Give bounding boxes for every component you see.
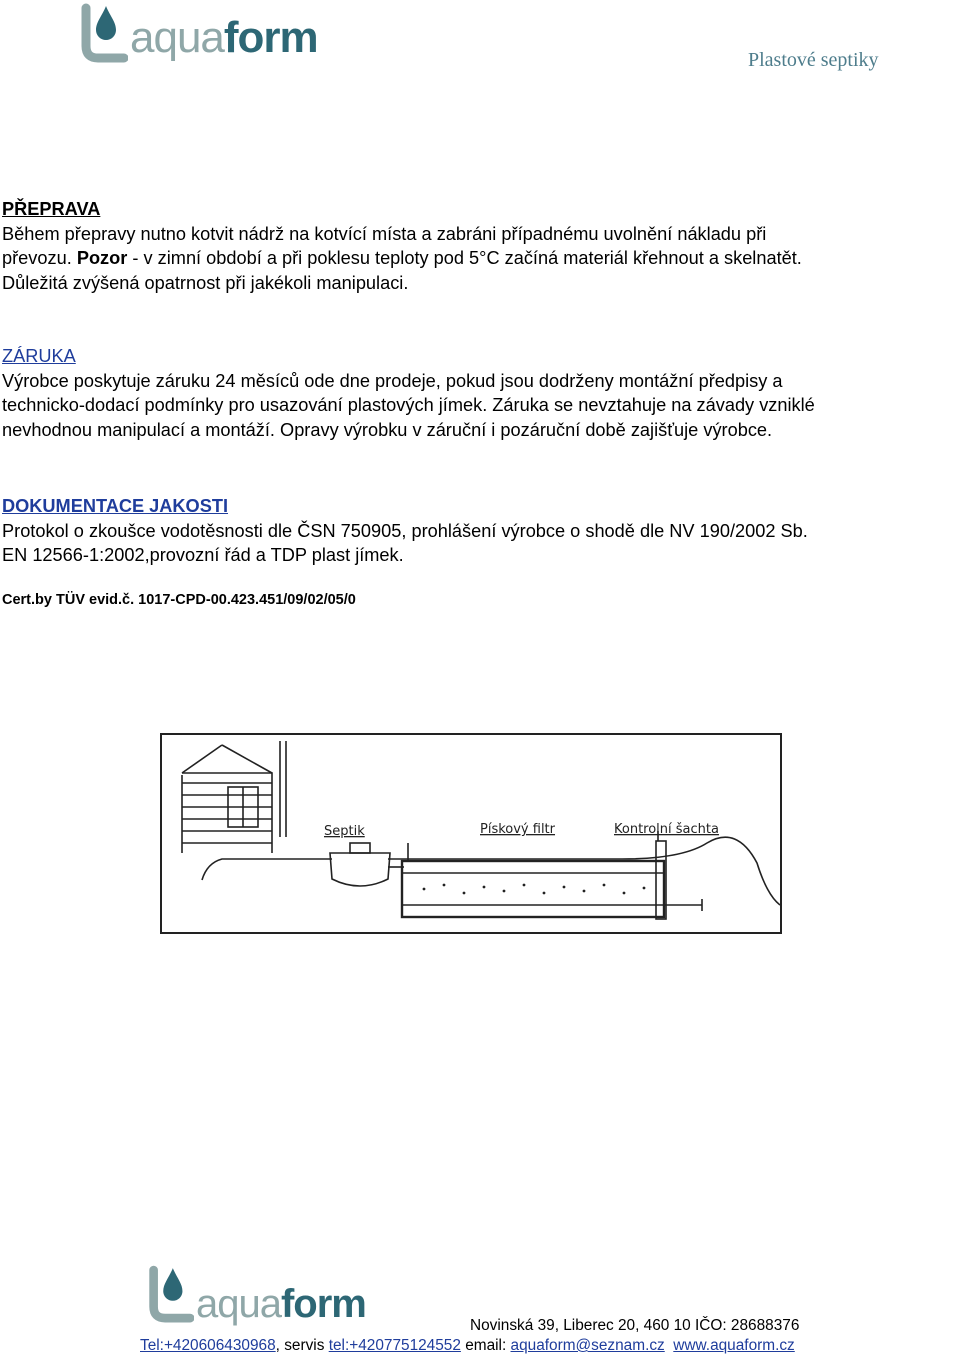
section-dokumentace — [2, 494, 958, 568]
website-link[interactable]: www.aquaform.cz — [673, 1337, 795, 1354]
certification-text: Cert.by TÜV evid.č. 1017-CPD-00.423.451/09/02/05/0 — [2, 592, 356, 608]
section-heading: DOKUMENTACE JAKOSTI — [2, 496, 229, 516]
section-heading: PŘEPRAVA — [2, 199, 101, 219]
label-kontrolni-sachta: Kontrolní šachta — [614, 822, 719, 837]
paragraph-line: Protokol o zkoušce vodotěsnosti dle ČSN 750905, prohlášení výrobce o shodě dle NV 190/2002 Sb. — [2, 520, 808, 541]
paragraph-line: převozu. Pozor - v zimní období a při poklesu teploty pod 5°C začíná materiál křehnout a skelnatět. — [2, 248, 802, 269]
paragraph-line: nevhodnou manipulací a montáží. Opravy výrobku v záruční i pozáruční době zajišťuje výrobce. — [2, 419, 773, 440]
phone-link[interactable]: Tel:+420606430968 — [140, 1337, 276, 1354]
installation-diagram — [160, 733, 782, 934]
warning-word: Pozor — [76, 248, 128, 269]
footer-contacts: Tel:+420606430968, servis tel:+420775124552 email: aquaform@seznam.cz www.aquaform.cz — [140, 1337, 795, 1354]
section-preprava — [2, 197, 958, 295]
document-header-title: Plastové septiky — [748, 49, 879, 71]
footer-logo — [144, 1264, 366, 1328]
logo-wordmark: aquaform — [130, 13, 318, 62]
logo-wordmark: aquaform — [196, 1282, 366, 1326]
paragraph-line: technicko-dodací podmínky pro usazování plastových jímek. Záruka se nevztahuje na závady vzniklé — [2, 395, 815, 416]
water-drop-logo-icon — [144, 1264, 194, 1328]
label-septik: Septik — [324, 824, 365, 839]
paragraph-line: Důležitá zvýšená opatrnost při jakékoli manipulaci. — [2, 272, 409, 293]
sand-filter-shape — [402, 861, 664, 917]
water-drop-logo-icon — [76, 2, 128, 68]
septic-tank-shape — [330, 853, 390, 886]
label-piskovy-filtr: Pískový filtr — [480, 822, 556, 837]
paragraph-line: Výrobce poskytuje záruku 24 měsíců ode dne prodeje, pokud jsou dodrženy montážní předpisy a — [2, 370, 783, 391]
section-heading: ZÁRUKA — [2, 346, 76, 366]
service-phone-link[interactable]: tel:+420775124552 — [328, 1337, 461, 1354]
company-logo — [76, 2, 318, 68]
section-zaruka — [2, 344, 958, 442]
email-link[interactable]: aquaform@seznam.cz — [510, 1337, 665, 1354]
paragraph-line: EN 12566-1:2002,provozní řád a TDP plast jímek. — [2, 545, 404, 566]
footer-address: Novinská 39, Liberec 20, 460 10 IČO: 28688376 — [470, 1317, 800, 1334]
diagram-drawing — [162, 735, 780, 932]
paragraph-line: Během přepravy nutno kotvit nádrž na kotvící místa a zabráni případnému uvolnění nákladu při — [2, 223, 767, 244]
